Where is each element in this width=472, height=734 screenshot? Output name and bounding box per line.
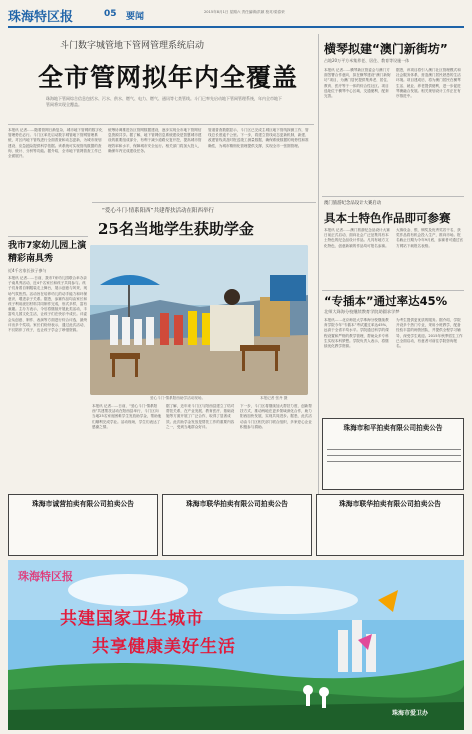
auction-notice-lianhua-1 <box>162 494 312 556</box>
divider <box>8 124 314 125</box>
story-headline-exam: “专插本”通过率达45% <box>324 294 448 308</box>
story-headline-hengqin: 横琴拟建“澳门新街坊” <box>324 42 448 56</box>
divider <box>8 236 88 237</box>
aid-body-col-1: 本报讯 记者……日前，“爱心斗门·情系阳西”共建帮扶活动在阳西县举行，斗门区向当地25名家庭困难学生发放助学金，帮助他们顺利完成学业。活动现场，学生们表达了感谢之情。 <box>92 404 162 429</box>
story-kicker-aid: “爱心斗门·情系阳西”共建帮扶活动在阳西举行 <box>102 208 214 214</box>
ad-logo: 珠海特区报 <box>18 570 73 583</box>
news-photo-students <box>90 245 308 395</box>
auction-title: 珠海市和平拍卖有限公司拍卖公告 <box>343 424 443 432</box>
story-kicker-souvenir: 澳门旅游纪念品设计大赛启动 <box>324 201 382 206</box>
ad-slogan-1: 共建国家卫生城市 <box>60 609 204 629</box>
lead-body-col-3: 管道普查数据显示，斗门区已完成主城区地下管线探测工作，管线总长度逾千公里。下一步，将建立管线动态更新机制，新建、改建管线须及时报送竣工测量数据，确保系统数据的现势性和准确性，为城市精细化管理提供支撑，实现全市一张图管理。 <box>208 128 309 148</box>
hengqin-body-col-2: 据悉，该项目将引入澳门社区管理模式和社会服务体系，营造澳门居民熟悉的生活环境。项目建成后，将为澳门居民在横琴生活、就业、养老提供便利，进一步促进琴澳融合发展。相关规划设计工作正在有序推进中。 <box>396 68 461 99</box>
exam-body-col-2: 为考生提供更优质的服务。据介绍，学院开设多个热门专业，采用小班教学，配备经验丰富的师资团队，并提供全程学习辅导，深受学生欢迎。2015年秋季招生工作已全面启动，有意者可前往学院咨询报名。 <box>396 318 463 349</box>
auction-notice-heping <box>322 418 464 490</box>
issue-date: 2015年8月1日 星期六 责任编辑/洪颖 校对/梁春荣 <box>204 10 285 14</box>
photo-credit: 本报记者 张丹 摄 <box>260 396 288 400</box>
aid-body-col-2: 据了解，近年来斗门区与阳西县建立了结对帮扶关系，在产业发展、教育医疗、基础设施等方面开展了广泛合作，取得了显著成效。此次助学金发放是帮扶工作的重要内容之一，受到当地群众好评。 <box>166 404 235 429</box>
lead-body-col-2: 统筹协调推进各区管网数据建设，逐步实现全市地下管网信息资源共享。据了解，地下管网信息系统建设是智慧城市建设的重要组成部分，有利于减少道路反复开挖，提高城市管理效率和水平，保障城市安全运行。相关部门将加大投入，确保年内完成建设任务。 <box>108 128 202 153</box>
souvenir-body-col-2: 大赛设金、银、铜奖及优秀奖若干名，获奖作品将有机会投入生产，推向市场。报名截止日期为今年9月底，参赛者可通过官方网站下载报名表格。 <box>396 228 463 248</box>
auction-title: 珠海市联华拍卖有限公司拍卖公告 <box>339 500 441 508</box>
page-number: 05 <box>104 9 117 19</box>
souvenir-body-col-1: 本报讯 记者……澳门旅游纪念品设计大赛日前正式启动，面向社会广泛征集具有本土特色的纪念品设计作品。凡具有地方文化特色、创意新颖的作品均可报名参赛。 <box>324 228 390 248</box>
story-subtitle-kindergarten: 近4千名家长孩子参与 <box>8 268 47 273</box>
story-headline-aid: 25名当地学生获助学金 <box>98 220 254 238</box>
hengqin-body-col-1: 本报讯 记者……横琴新区管委会与澳门方面签署合作意向，拟在横琴建设“澳门新街坊”项目，为澳门居民提供集养老、居住、教育、医疗等于一体的综合性社区。项目选址位于横琴中心区域，交通便利，配套完善。 <box>324 68 391 99</box>
story-subtitle-hengqin: 占地20万平方米集养老、居住、教育等设施一体 <box>324 58 410 63</box>
public-service-ad <box>8 560 464 730</box>
story-subtitle-exam: 北师大珠海分校继续教育学院助圆求学梦 <box>324 309 400 314</box>
lead-headline: 全市管网拟年内全覆盖 <box>38 63 299 92</box>
ad-organization: 珠海市爱卫办 <box>392 710 429 717</box>
divider <box>322 196 464 197</box>
auction-title: 珠海市联华拍卖有限公司拍卖公告 <box>186 500 288 508</box>
kindergarten-body: 本报讯 记者……日前，我市7家幼儿园联合举办亲子南具秀活动，近4千名家长和孩子共同参与。孩子们身着自制服装走上舞台，展示创意与风采，现场气氛热烈。活动旨在培养幼儿的动手能力和环保意识，增进亲子关系。据悉，参赛作品均由家长和孩子利用废旧材料共同制作完成，形式多样，富有童趣。主办方表示，今后将继续开展此类活动，丰富幼儿园文化生活，让孩子们在快乐中成长。评委会从创意、制作、表演等方面进行综合评选，最终评出多个奖项。家长们纷纷表示，通过此次活动，不仅陪伴了孩子，也让孩子学会了珍惜资源。 <box>8 276 88 333</box>
column-rule <box>318 34 319 554</box>
section-name: 要闻 <box>126 12 145 22</box>
lead-body-col-1: 本报讯 记者……随着管网日渐复杂，城市地下管网的数字化管理势在必行。斗门区率先启动数字城管地下管网管理系统，对区内地下管线进行全面普查和动态更新，为城市规划建设、应急抢险提供科学依据。该系统可实现管线数据的查询、统计、分析等功能。据介绍，全市地下管网普查工作已全面展开。 <box>8 128 103 159</box>
ad-slogan-2: 共享健康美好生活 <box>92 637 236 657</box>
story-headline-souvenir: 具本土特色作品即可参赛 <box>324 211 451 225</box>
exam-body-col-1: 本报讯……北京师范大学珠海分校继续教育学院今年“专插本”考试通过率达45%，远高于全省平均水平。学院通过科学的课程设置和严格的教学管理，帮助众多专科生实现本科梦想。学院负责人表示，将继续优化教学资源。 <box>324 318 390 349</box>
divider <box>92 202 316 203</box>
lead-subtitle: 斗门数字城管地下管网管理系统启动 <box>60 41 205 51</box>
lead-summary: 珠海地下管网综合信息包括水、污水、供水、燃气、电力、燃气、通讯等七类管线。斗门已率先启动地下管网管理系统，年内全市地下管网将实现全覆盖。 <box>46 96 282 107</box>
story-headline-kindergarten: 我市7家幼儿园上演精彩南具秀 <box>8 241 87 264</box>
auction-notice-chengying <box>8 494 158 556</box>
masthead <box>8 6 464 28</box>
divider <box>322 290 464 291</box>
auction-notice-lianhua-2 <box>316 494 464 556</box>
photo-caption: 爱心斗门·情系阳西助学活动现场。 <box>150 396 206 400</box>
aid-body-col-3: 下一步，斗门区将继续加大帮扶力度，创新帮扶方式，推动两地在更多领域深化合作，助力阳西加快发展，实现共同进步。据悉，此次活动由斗门区相关部门联合组织，多家爱心企业积极参与捐助。 <box>240 404 312 429</box>
newspaper-logo: 珠海特区报 <box>8 10 74 25</box>
auction-title: 珠海市诚营拍卖有限公司拍卖公告 <box>32 500 134 508</box>
